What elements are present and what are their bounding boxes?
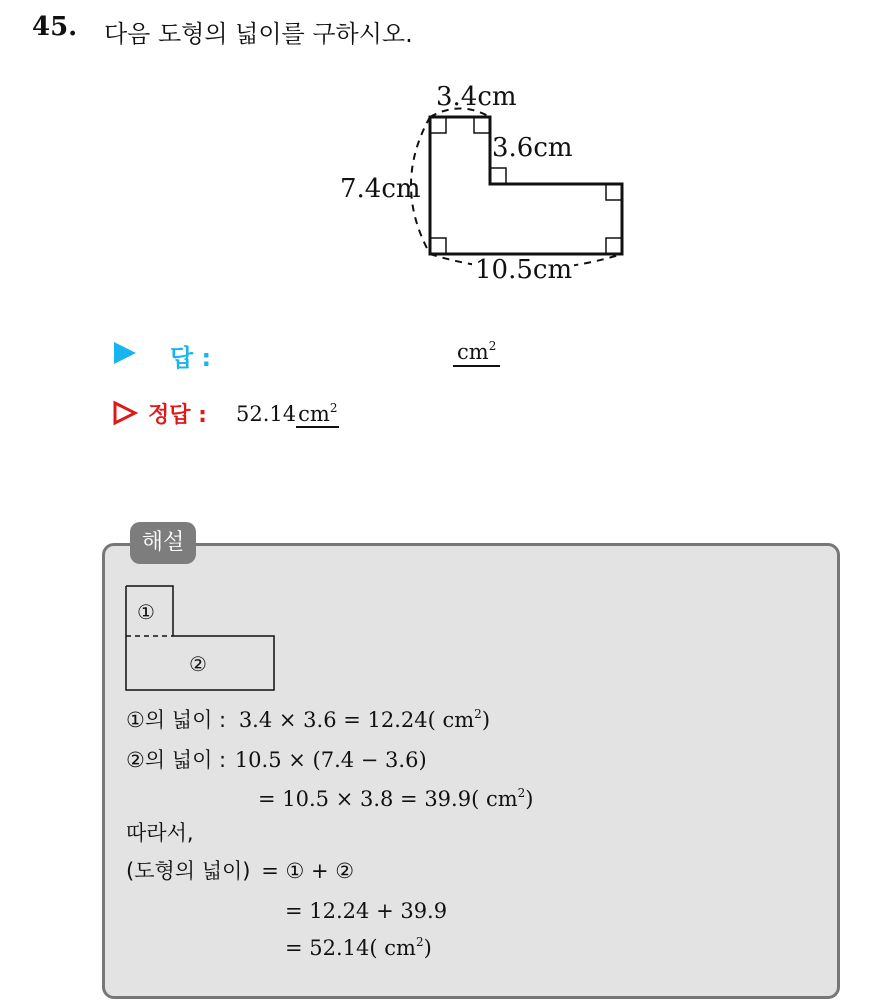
question-number: 45. [32, 12, 78, 42]
label-bottom-width: 10.5cm [475, 255, 573, 285]
correct-answer-value: $52.14cm^2$ [236, 401, 338, 426]
solution-line-1: ①의 넓이 : 3.4 × 3.6 = 12.24( $cm^2$) [126, 707, 491, 732]
correct-answer-row [110, 396, 410, 430]
label-inner-height: 3.6cm [492, 133, 573, 163]
label-top-width: 3.4cm [436, 82, 517, 112]
part2-label: ② [189, 652, 207, 676]
answer-unit: $cm^2$ [453, 340, 500, 367]
question-text: 다음 도형의 넓이를 구하시오. [104, 20, 413, 48]
play-arrow-icon [112, 340, 138, 366]
explanation-tab: 해설 [130, 522, 196, 564]
solution-line-4: 따라서, [126, 821, 194, 845]
correct-answer-label: 정답 : [148, 403, 207, 428]
split-figure [124, 584, 279, 694]
solution-line-7: = 52.14( $cm^2$) [285, 935, 432, 960]
label-left-height: 7.4cm [340, 174, 421, 204]
solution-line-6: = 12.24 + 39.9 [285, 899, 448, 923]
solution-line-2: ②의 넓이 : 10.5 × (7.4 − 3.6) [126, 748, 427, 772]
solution-line-5: (도형의 넓이) = ① + ② [126, 859, 355, 883]
l-shape-figure [330, 70, 650, 300]
answer-row [110, 336, 530, 370]
answer-label: 답 : [170, 344, 212, 372]
part1-label: ① [137, 600, 155, 624]
solution-line-3: = 10.5 × 3.8 = 39.9( $cm^2$) [258, 786, 534, 811]
outline-arrow-icon [112, 400, 138, 426]
